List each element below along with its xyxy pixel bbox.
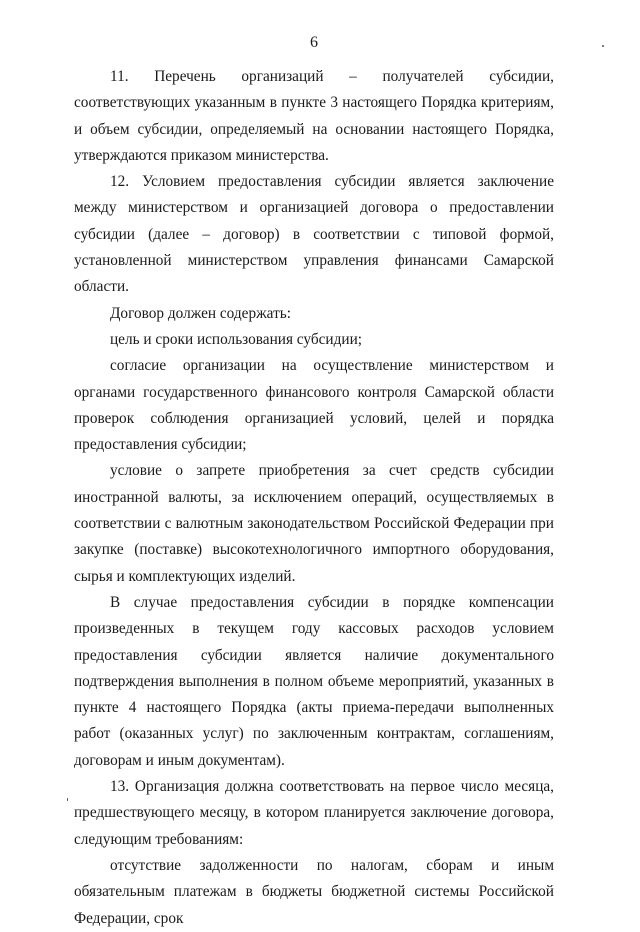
paragraph-purpose-terms: цель и сроки использования субсидии; <box>110 330 363 348</box>
paragraph-13: 13. Организация должна соответствовать на первое число месяца, предшествующего месяцу, в котором планируется заключение договора, следующим требованиям: <box>74 778 554 848</box>
paragraph-12: 12. Условием предоставления субсидии является заключение между министерством и организацией договора о предоставлении субсидии (далее – договор) в соответствии с типовой формой, установленной министерством управления финансами Самарской области. <box>74 173 554 296</box>
paragraph-no-debt: отсутствие задолженности по налогам, сборам и иным обязательным платежам в бюджеты бюджетной системы Российской Федерации, срок <box>74 856 554 927</box>
document-body <box>74 64 554 932</box>
page-number: 6 <box>310 34 318 51</box>
paragraph-compensation: В случае предоставления субсидии в порядке компенсации произведенных в текущем году кассовых расходов условием предоставления субсидии является наличие документального подтверждения выполнения в полном объеме мероприятий, указанных в пункте 4 настоящего Порядка (акты приема-передачи выполненных работ (оказанных услуг) по заключенным контрактам, соглашениям, договорам и иным документам). <box>74 593 554 769</box>
paragraph-consent: согласие организации на осуществление министерством и органами государственного финансового контроля Самарской области проверок соблюдения организацией условий, целей и порядка предоставления субсидии; <box>74 357 554 454</box>
scan-speck <box>67 798 68 801</box>
paragraph-currency-ban: условие о запрете приобретения за счет средств субсидии иностранной валюты, за исключением операций, осуществляемых в соответствии с валютным законодательством Российской Федерации при закупке (поставке) высокотехнологичного импортного оборудования, сырья и комплектующих изделий. <box>74 462 554 585</box>
paragraph-contract-contents: Договор должен содержать: <box>110 304 291 322</box>
scan-speck <box>602 45 604 47</box>
paragraph-11: 11. Перечень организаций – получателей субсидии, соответствующих указанным в пункте 3 настоящего Порядка критериям, и объем субсидии, определяемый на основании настоящего Порядка, утверждаются приказом министерства. <box>74 68 554 164</box>
